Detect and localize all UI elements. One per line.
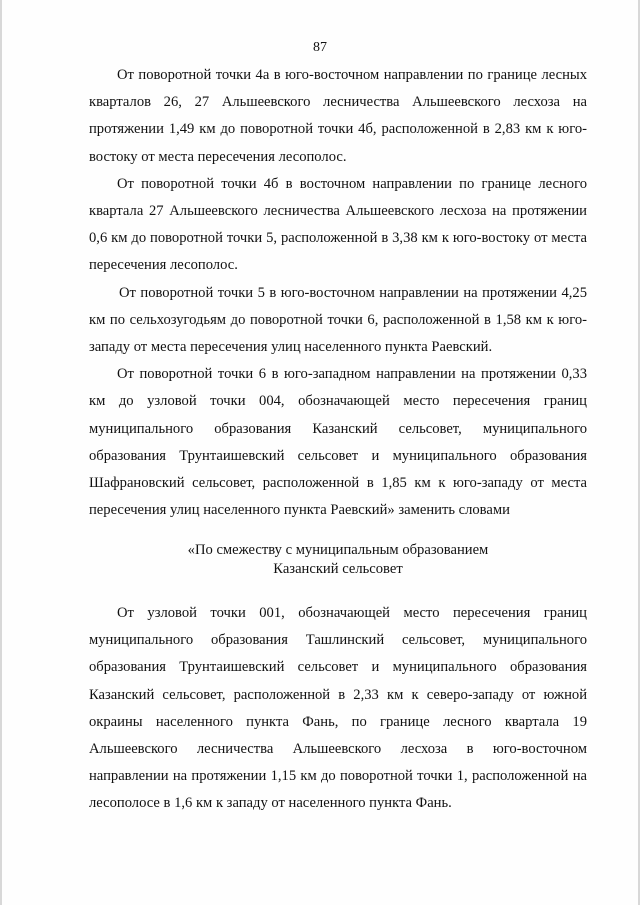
section-heading-line-1: «По смежеству с муниципальным образованием [187,542,489,558]
paragraph-4: От поворотной точки 6 в юго-западном направлении на протяжении 0,33 км до узловой точки 004, обозначающей место пересечения границ муниципального образования Казанский сельсовет, муниципального образования Трунтаишевский сельсовет и муниципального образования Шафрановский сельсовет, расположенной в 1,85 км к юго-западу от места пересечения улиц населенного пункта Раевский» заменить словами [89,366,587,519]
scan-edge-left [0,0,2,905]
page-number: 87 [313,40,327,55]
paragraph-5: От узловой точки 001, обозначающей место пересечения границ муниципального образования Ташлинский сельсовет, муниципального образования Трунтаишевский сельсовет и муниципального образования Казанский сельсовет, расположенной в 2,33 км к северо-западу от южной окраины населенного пункта Фань, по границе лесного квартала 19 Альшеевского лесничества Альшеевского лесхоза в юго-восточном направлении на протяжении 1,15 км до поворотной точки 1, расположенной на лесополосе в 1,6 км к западу от населенного пункта Фань. [89,605,587,812]
section-heading [89,541,587,579]
paragraph-2: От поворотной точки 4б в восточном направлении по границе лесного квартала 27 Альшеевского лесничества Альшеевского лесхоза на протяжении 0,6 км до поворотной точки 5, расположенной в 3,38 км к юго-востоку от места пересечения лесополос. [89,175,587,274]
body-text-top [89,62,587,524]
body-text-bottom [89,600,587,818]
paragraph-3: От поворотной точки 5 в юго-восточном направлении на протяжении 4,25 км по сельхозугодьям до поворотной точки 6, расположенной в 1,58 км к юго-западу от места пересечения улиц населенного пункта Раевский. [89,284,587,356]
paragraph-1: От поворотной точки 4а в юго-восточном направлении по границе лесных кварталов 26, 27 Альшеевского лесничества Альшеевского лесхоза на протяжении 1,49 км до поворотной точки 4б, расположенной в 2,83 км к юго-востоку от места пересечения лесополос. [89,67,587,165]
section-heading-line-2: Казанский сельсовет [273,561,403,577]
